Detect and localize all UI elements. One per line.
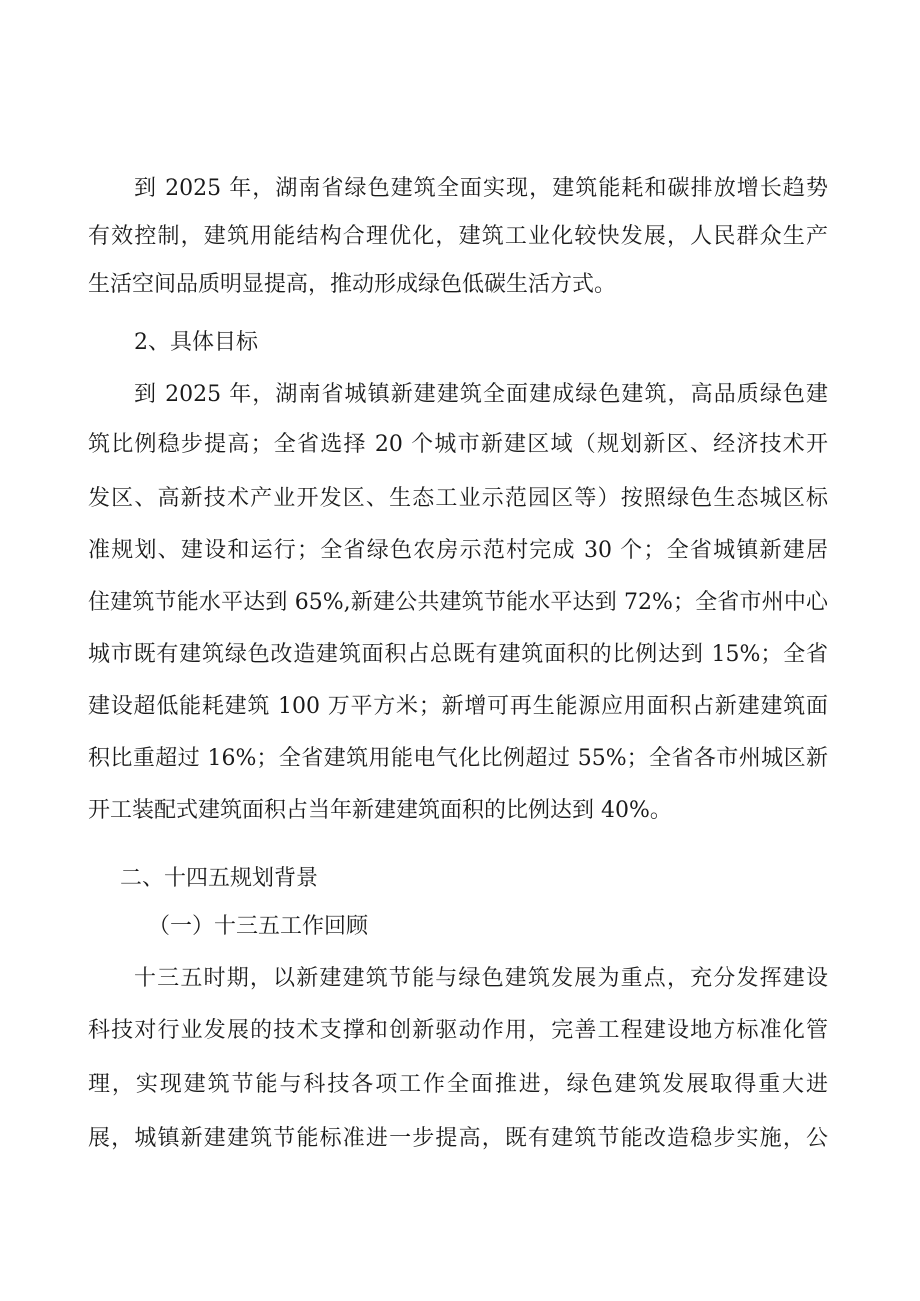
para2-line-4: 准规划、建设和运行；全省绿色农房示范村完成 30 个；全省城镇新建居	[88, 538, 828, 563]
para3-line-4: 展，城镇新建建筑节能标准进一步提高，既有建筑节能改造稳步实施，公	[88, 1126, 828, 1151]
para2-line-9: 开工装配式建筑面积占当年新建建筑面积的比例达到 40%。	[88, 798, 672, 823]
para2-line-6: 城市既有建筑绿色改造建筑面积占总既有建筑面积的比例达到 15%；全省	[88, 642, 828, 667]
para2-line-5: 住建筑节能水平达到 65%,新建公共建筑节能水平达到 72%；全省市州中心	[88, 590, 828, 615]
para2-line-1: 到 2025 年，湖南省城镇新建建筑全面建成绿色建筑，高品质绿色建	[134, 382, 828, 407]
para1-line-1: 到 2025 年，湖南省绿色建筑全面实现，建筑能耗和碳排放增长趋势	[134, 176, 828, 201]
para2-line-8: 积比重超过 16%；全省建筑用能电气化比例超过 55%；全省各市州城区新	[88, 746, 828, 771]
heading-subsection-1: （一）十三五工作回顾	[148, 914, 369, 939]
para2-line-7: 建设超低能耗建筑 100 万平方米；新增可再生能源应用面积占新建建筑面	[88, 694, 828, 719]
heading-section-2: 二、十四五规划背景	[120, 866, 319, 891]
para1-line-2: 有效控制，建筑用能结构合理优化，建筑工业化较快发展，人民群众生产	[88, 224, 828, 249]
para3-line-2: 科技对行业发展的技术支撑和创新驱动作用，完善工程建设地方标准化管	[88, 1018, 828, 1043]
para3-line-1: 十三五时期，以新建建筑节能与绿色建筑发展为重点，充分发挥建设	[134, 966, 828, 991]
para2-line-3: 发区、高新技术产业开发区、生态工业示范园区等）按照绿色生态城区标	[88, 486, 828, 511]
para1-line-3: 生活空间品质明显提高，推动形成绿色低碳生活方式。	[88, 272, 617, 297]
para3-line-3: 理，实现建筑节能与科技各项工作全面推进，绿色建筑发展取得重大进	[88, 1072, 828, 1097]
heading-specific-goals: 2、具体目标	[134, 330, 258, 355]
para2-line-2: 筑比例稳步提高；全省选择 20 个城市新建区域（规划新区、经济技术开	[88, 432, 828, 457]
